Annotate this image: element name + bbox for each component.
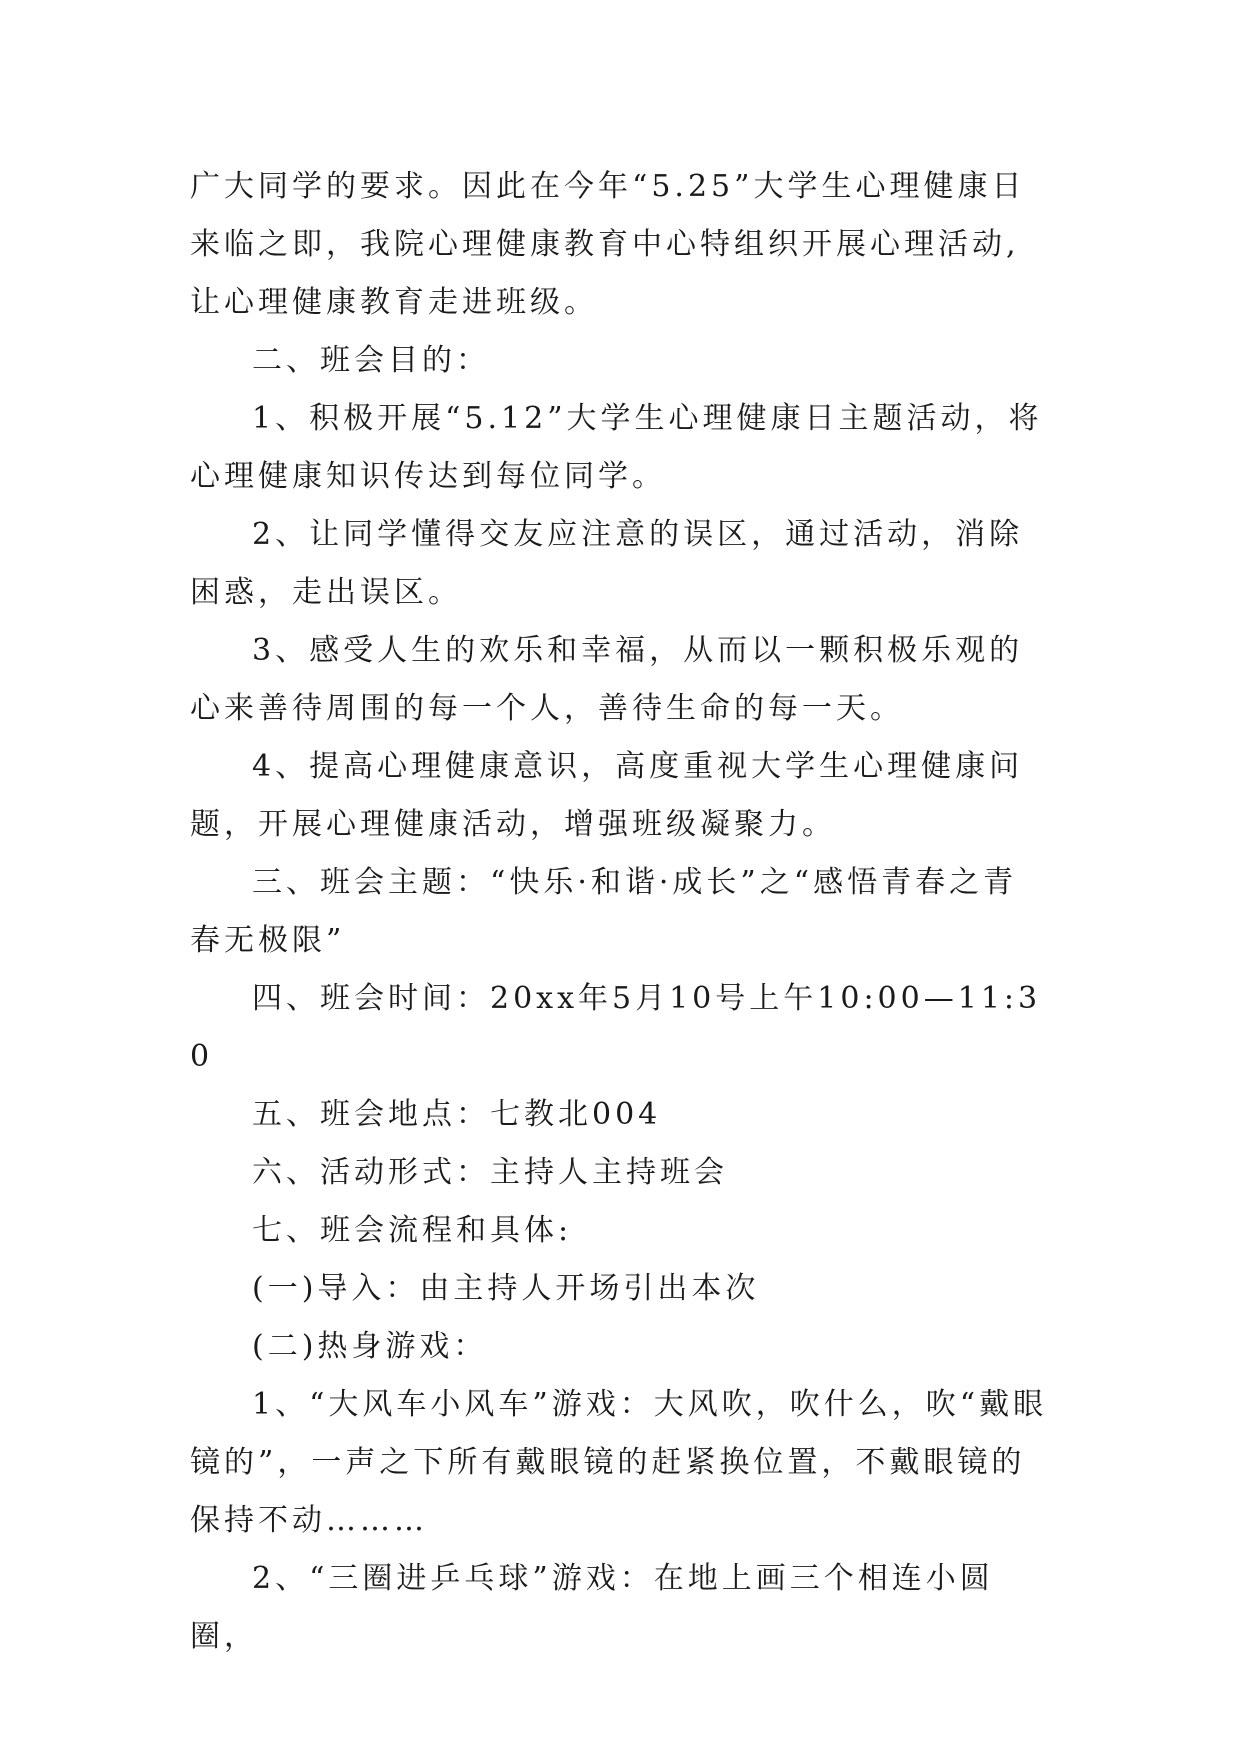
section-heading-location: 五、班会地点：七教北004 bbox=[252, 1097, 662, 1132]
subsection-warmup: (二)热身游戏： bbox=[252, 1329, 488, 1364]
subsection-intro: (一)导入：由主持人开场引出本次 bbox=[252, 1271, 760, 1306]
section-heading-time: 四、班会时间：20xx年5月10号上午10:00—11:30 bbox=[190, 981, 1042, 1074]
list-item: 1、积极开展“5.12”大学生心理健康日主题活动，将心理健康知识传达到每位同学。 bbox=[190, 401, 1043, 494]
document-body bbox=[190, 158, 1050, 1666]
section-heading-theme: 三、班会主题：“快乐·和谐·成长”之“感悟青春之青春无极限” bbox=[190, 865, 1018, 958]
paragraph: 广大同学的要求。因此在今年“5.25”大学生心理健康日来临之即，我院心理健康教育中心特组织开展心理活动,让心理健康教育走进班级。 bbox=[190, 169, 1026, 320]
section-heading-process: 七、班会流程和具体: bbox=[252, 1213, 573, 1248]
list-item: 3、感受人生的欢乐和幸福，从而以一颗积极乐观的心来善待周围的每一个人，善待生命的每一天。 bbox=[190, 633, 1024, 726]
section-heading-purpose: 二、班会目的： bbox=[252, 343, 490, 378]
list-item: 1、“大风车小风车”游戏：大风吹，吹什么，吹“戴眼镜的”，一声之下所有戴眼镜的赶紧换位置，不戴眼镜的保持不动……… bbox=[190, 1387, 1048, 1538]
section-heading-format: 六、活动形式：主持人主持班会 bbox=[252, 1155, 728, 1190]
list-item: 4、提高心理健康意识，高度重视大学生心理健康问题，开展心理健康活动，增强班级凝聚力。 bbox=[190, 749, 1024, 842]
list-item: 2、“三圈进乒乓球”游戏：在地上画三个相连小圆圈， bbox=[190, 1561, 994, 1654]
list-item: 2、让同学懂得交友应注意的误区，通过活动，消除困惑，走出误区。 bbox=[190, 517, 1024, 610]
